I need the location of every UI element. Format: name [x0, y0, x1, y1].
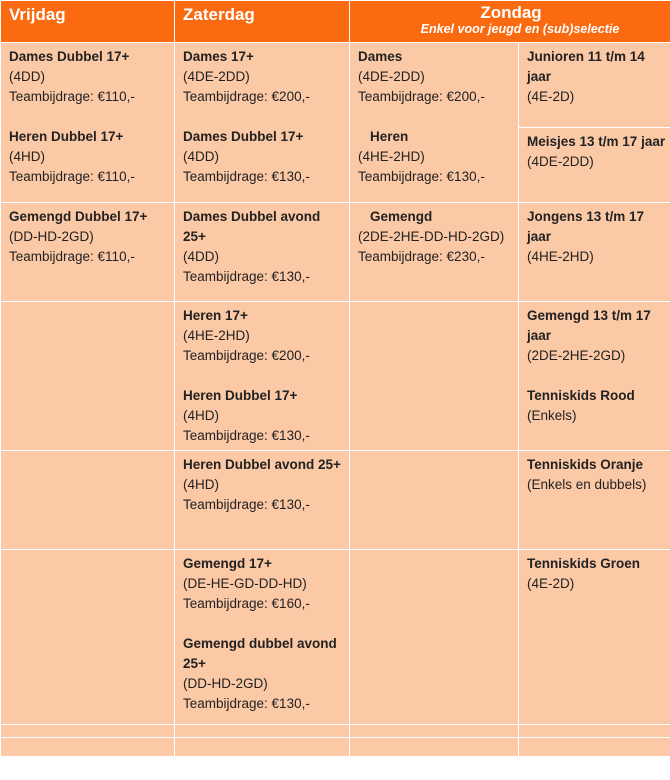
header-saturday: Zaterdag: [175, 1, 350, 43]
team-name: Dames Dubbel avond 25+: [183, 209, 321, 244]
table-cell-youth: [519, 302, 670, 451]
team-entry: [183, 47, 345, 107]
team-code: (4E-2D): [527, 89, 575, 104]
team-code: (DE-HE-GD-DD-HD): [183, 576, 307, 591]
team-entry: [527, 554, 666, 594]
team-code: (4HD): [9, 149, 45, 164]
header-row: [1, 1, 670, 43]
team-entry: [183, 207, 345, 287]
team-name: Dames Dubbel 17+: [183, 129, 304, 144]
team-code: (4DE-2DD): [183, 69, 250, 84]
table-cell-sunday: [350, 451, 519, 550]
team-name: Gemengd: [370, 209, 433, 224]
team-name: Tenniskids Oranje: [527, 457, 644, 472]
table-cell-friday: [1, 43, 175, 203]
team-name: Heren 17+: [183, 308, 248, 323]
team-code: (4DD): [9, 69, 45, 84]
table-cell-youth: [519, 550, 670, 725]
table-cell-empty: [1, 725, 175, 738]
table-cell-empty: [175, 738, 350, 757]
team-name: Heren Dubbel avond 25+: [183, 457, 341, 472]
team-fee: Teambijdrage: €160,-: [183, 596, 310, 611]
team-fee: Teambijdrage: €130,-: [358, 169, 485, 184]
team-fee: Teambijdrage: €200,-: [183, 348, 310, 363]
table-cell-saturday: [175, 451, 350, 550]
team-name: Gemengd dubbel avond 25+: [183, 636, 337, 671]
team-name: Gemengd Dubbel 17+: [9, 209, 148, 224]
table-cell-saturday: [175, 43, 350, 203]
team-name: Heren: [370, 129, 409, 144]
table-cell-empty: [519, 725, 670, 738]
team-code: (2DE-2HE-DD-HD-2GD): [358, 229, 505, 244]
team-entry: [358, 47, 514, 107]
team-code: (4DE-2DD): [358, 69, 425, 84]
table-row: [1, 451, 670, 550]
table-cell-youth: [519, 128, 670, 203]
team-entry: [183, 386, 345, 446]
team-fee: Teambijdrage: €110,-: [9, 169, 135, 184]
table-cell-youth: [519, 43, 670, 128]
team-name: Jongens 13 t/m 17 jaar: [527, 209, 645, 244]
team-entry: [527, 386, 666, 426]
team-entry: [183, 127, 345, 187]
team-name: Tenniskids Rood: [527, 388, 635, 403]
team-code: (4DE-2DD): [527, 154, 594, 169]
team-name: Gemengd 17+: [183, 556, 272, 571]
team-code: (Enkels): [527, 408, 577, 423]
team-fee: Teambijdrage: €230,-: [358, 249, 485, 264]
table-cell-sunday: [350, 43, 519, 203]
team-code: (4HE-2HD): [358, 149, 425, 164]
team-name: Dames 17+: [183, 49, 254, 64]
team-entry: [527, 455, 666, 495]
team-entry: [183, 634, 345, 714]
header-sunday-note: Enkel voor jeugd en (sub)selectie: [420, 22, 620, 36]
team-entry: [358, 207, 514, 267]
team-entry: [183, 306, 345, 366]
team-code: (4HE-2HD): [527, 249, 594, 264]
team-code: (4HE-2HD): [183, 328, 250, 343]
table-cell-empty: [519, 738, 670, 757]
table-cell-youth: [519, 203, 670, 302]
team-entry: [9, 127, 170, 187]
table-cell-friday: [1, 203, 175, 302]
team-entry: [358, 127, 514, 187]
table-cell-friday: [1, 550, 175, 725]
table-row: [1, 302, 670, 451]
team-code: (4DD): [183, 149, 219, 164]
team-code: (4HD): [183, 408, 219, 423]
team-entry: [183, 554, 345, 614]
team-code: (4E-2D): [527, 576, 575, 591]
team-entry: [9, 47, 170, 107]
team-name: Junioren 11 t/m 14 jaar: [527, 49, 645, 84]
header-friday: Vrijdag: [1, 1, 175, 43]
team-name: Heren Dubbel 17+: [9, 129, 124, 144]
team-fee: Teambijdrage: €130,-: [183, 696, 310, 711]
team-fee: Teambijdrage: €200,-: [358, 89, 485, 104]
team-code: (4HD): [183, 477, 219, 492]
team-fee: Teambijdrage: €130,-: [183, 497, 310, 512]
header-sunday: [350, 1, 670, 43]
team-name: Dames Dubbel 17+: [9, 49, 130, 64]
table-cell-saturday: [175, 203, 350, 302]
team-name: Tenniskids Groen: [527, 556, 641, 571]
table-row: [1, 203, 670, 302]
team-code: (DD-HD-2GD): [9, 229, 94, 244]
team-code: (DD-HD-2GD): [183, 676, 268, 691]
table-cell-friday: [1, 451, 175, 550]
table-row: [1, 725, 670, 738]
header-sunday-label: Zondag: [480, 3, 542, 22]
team-name: Dames: [358, 49, 403, 64]
team-fee: Teambijdrage: €200,-: [183, 89, 310, 104]
team-name: Meisjes 13 t/m 17 jaar: [527, 134, 666, 149]
team-entry: [527, 132, 666, 172]
table-cell-empty: [350, 738, 519, 757]
team-name: Heren Dubbel 17+: [183, 388, 298, 403]
team-entry: [183, 455, 345, 515]
team-entry: [527, 306, 666, 366]
table-cell-friday: [1, 302, 175, 451]
table-cell-youth: [519, 451, 670, 550]
table-row: [1, 738, 670, 757]
table-row: [1, 550, 670, 725]
table-cell-sunday: [350, 302, 519, 451]
team-fee: Teambijdrage: €130,-: [183, 269, 310, 284]
team-entry: [527, 47, 666, 107]
table-cell-empty: [350, 725, 519, 738]
team-code: (2DE-2HE-2GD): [527, 348, 626, 363]
team-entry: [527, 207, 666, 267]
table-cell-empty: [175, 725, 350, 738]
table-cell-saturday: [175, 302, 350, 451]
team-fee: Teambijdrage: €110,-: [9, 249, 135, 264]
team-fee: Teambijdrage: €130,-: [183, 169, 310, 184]
team-entry: [9, 207, 170, 267]
team-name: Gemengd 13 t/m 17 jaar: [527, 308, 651, 343]
table-cell-sunday: [350, 550, 519, 725]
team-fee: Teambijdrage: €110,-: [9, 89, 135, 104]
table-cell-empty: [1, 738, 175, 757]
table-row: [1, 43, 670, 128]
team-fee: Teambijdrage: €130,-: [183, 428, 310, 443]
table-cell-saturday: [175, 550, 350, 725]
table-cell-sunday: [350, 203, 519, 302]
team-code: (Enkels en dubbels): [527, 477, 647, 492]
team-code: (4DD): [183, 249, 219, 264]
